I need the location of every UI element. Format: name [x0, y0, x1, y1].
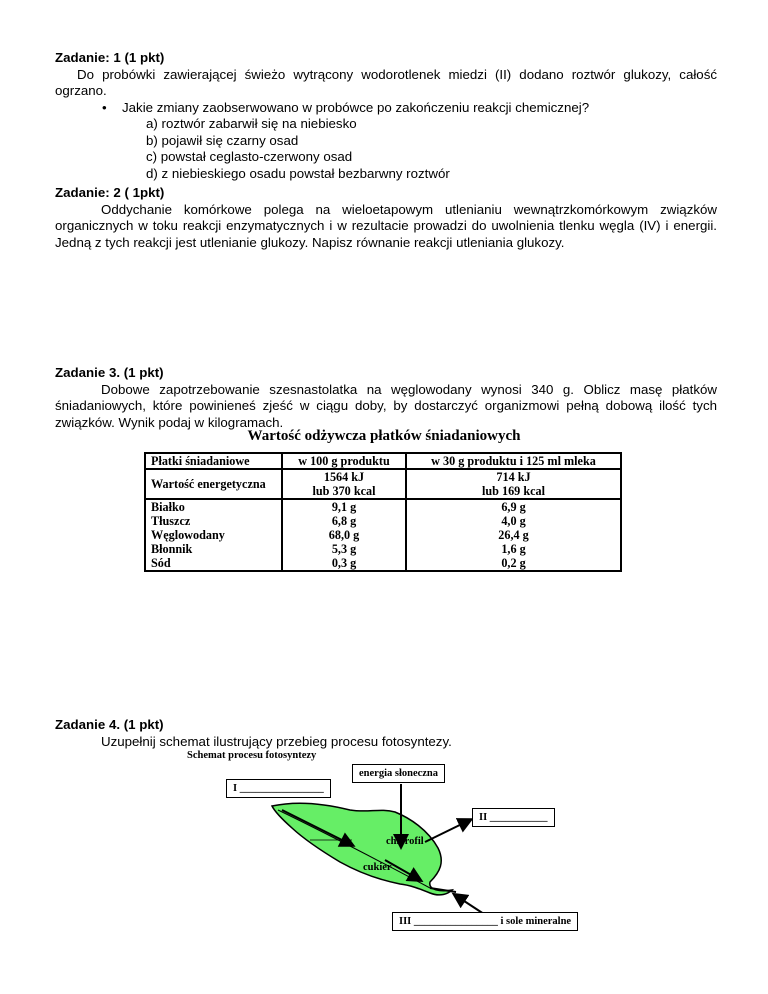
- table-cell: Węglowodany: [145, 528, 282, 542]
- table-cell: 5,3 g: [282, 542, 406, 556]
- task-1-option-d: d) z niebieskiego osadu powstał bezbarwny roztwór: [146, 165, 450, 181]
- task-1-option-a: a) roztwór zabarwił się na niebiesko: [146, 116, 357, 131]
- energy-value: lub 370 kcal: [312, 484, 376, 498]
- table-cell: 68,0 g: [282, 528, 406, 542]
- task-1-question-text: Jakie zmiany zaobserwowano w probówce po zakończeniu reakcji chemicznej?: [122, 99, 590, 115]
- task-2-title: Zadanie: 2 ( 1pkt): [55, 185, 165, 200]
- table-cell: 9,1 g: [282, 499, 406, 514]
- arrow-leaf-to-II: [425, 820, 470, 842]
- label-cukier: cukier: [363, 862, 392, 873]
- task-1-text: Do probówki zawierającej świeżo wytrącony wodorotlenek miedzi (II) dodano roztwór glukozy, całość ogrzano.: [55, 66, 717, 98]
- diagram-title: Schemat procesu fotosyntezy: [187, 750, 317, 761]
- table-cell: Białko: [145, 499, 282, 514]
- task-4-title: Zadanie 4. (1 pkt): [55, 717, 164, 732]
- table-cell: 6,9 g: [406, 499, 621, 514]
- table-header-cell: w 30 g produktu i 125 ml mleka: [406, 453, 621, 469]
- energy-value: 714 kJ: [496, 470, 531, 484]
- task-2-text: Oddychanie komórkowe polega na wieloetapowym utlenianiu wewnątrzkomórkowym związków organicznych w toku reakcji enzymatycznych i w rezultacie prowadzi do uwolnienia tlenku węgla (IV) i energii. Jedną z tych reakcji jest utlenianie glukozy. Napisz równanie reakcji utleniania glukozy.: [55, 201, 717, 250]
- box-III: III ________________ i sole mineralne: [392, 912, 578, 931]
- table-cell: 26,4 g: [406, 528, 621, 542]
- table-cell: 0,2 g: [406, 556, 621, 571]
- table-cell: Błonnik: [145, 542, 282, 556]
- bullet-icon: •: [102, 99, 107, 115]
- label-chlorofil: chlorofil: [386, 836, 424, 847]
- table-cell: Tłuszcz: [145, 514, 282, 528]
- leaf-shape: [272, 803, 452, 895]
- table-cell: Sód: [145, 556, 282, 571]
- task-1-title: Zadanie: 1 (1 pkt): [55, 50, 165, 65]
- task-1-option-b: b) pojawił się czarny osad: [146, 132, 299, 148]
- table-cell: 1,6 g: [406, 542, 621, 556]
- table-header-cell: Płatki śniadaniowe: [145, 453, 282, 469]
- task-3-text: Dobowe zapotrzebowanie szesnastolatka na węglowodany wynosi 340 g. Oblicz masę płatków śniadaniowych, które powinieneś zjeść w ciągu doby, by dostarczyć organizmowi pełną dobową ilość tych związków. Wynik podaj w kilogramach.: [55, 381, 717, 430]
- table-cell: 6,8 g: [282, 514, 406, 528]
- table-cell: 4,0 g: [406, 514, 621, 528]
- energy-value: lub 169 kcal: [482, 484, 545, 498]
- task-3-title: Zadanie 3. (1 pkt): [55, 365, 164, 380]
- task-1-option-c: c) powstał ceglasto-czerwony osad: [146, 149, 353, 164]
- box-II: II ___________: [472, 808, 555, 827]
- box-I: I ________________: [226, 779, 331, 798]
- table-cell: Wartość energetyczna: [145, 469, 282, 499]
- table-header-cell: w 100 g produktu: [282, 453, 406, 469]
- energy-value: 1564 kJ: [323, 470, 365, 484]
- box-energy: energia słoneczna: [352, 764, 445, 783]
- task-4-text: Uzupełnij schemat ilustrujący przebieg procesu fotosyntezy.: [101, 733, 452, 749]
- table-cell: 0,3 g: [282, 556, 406, 571]
- table-title: Wartość odżywcza płatków śniadaniowych: [247, 428, 521, 444]
